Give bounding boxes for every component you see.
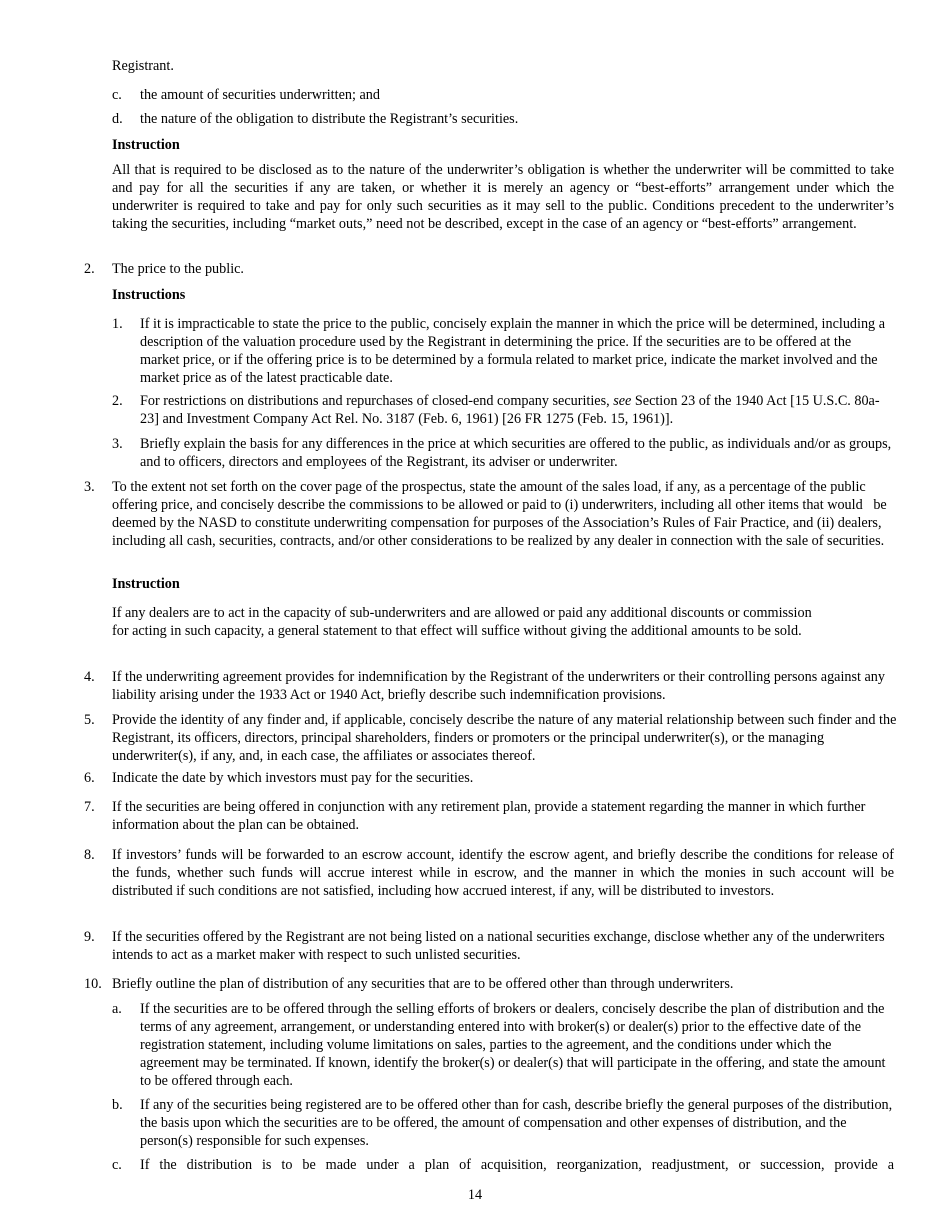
list-item-c xyxy=(112,86,897,104)
item-text: If it is impracticable to state the price to the public, concisely explain the manner in which the price will be determined, including a description of the valuation procedure used by the Registrant in determining the price. If the securities are to be offered at the market price, or if the offering price is to be determined by a formula related to market price, indicate the market involved and the market price as of the latest practicable date. xyxy=(140,316,885,386)
sub-text: If the distribution is to be made under a plan of acquisition, reorganization, readjustment, or succession, provide a xyxy=(140,1157,894,1173)
item-10 xyxy=(84,975,899,993)
item-10-sub-b xyxy=(112,1096,894,1150)
item-number: 10. xyxy=(84,976,102,992)
item-text: For restrictions on distributions and repurchases of closed-end company securities, xyxy=(140,393,614,409)
item-10-sub-c xyxy=(112,1156,894,1174)
item-text: Briefly explain the basis for any differences in the price at which securities are offered to the public, as individuals and/or as groups, and to officers, directors and employees of the Registrant, its adviser or underwriter. xyxy=(140,436,892,470)
item-text: If the securities are being offered in conjunction with any retirement plan, provide a statement regarding the manner in which further information about the plan can be obtained. xyxy=(112,799,866,833)
sub-text: If any of the securities being registered are to be offered other than for cash, describe briefly the general purposes of the distribution, the basis upon which the securities are to be offered, the amount of compensation and other expenses of distribution, and the person(s) responsible for such expenses. xyxy=(140,1097,893,1149)
instruction-text: All that is required to be disclosed as to the nature of the underwriter’s obligation is whether the underwriter will be committed to take and pay for all the securities if any are taken, or whether it is merely an agency or “best-efforts” arrangement under which the underwriter is required to take and pay for only such securities as it may sell to the public. Conditions precedent to the underwriter’s taking the securities, including “market outs,” need not be described, except in the case of an agency or “best-efforts” arrangement. xyxy=(112,162,894,232)
instructions-heading: Instructions xyxy=(112,287,186,303)
item-2 xyxy=(84,260,894,278)
item-number: 5. xyxy=(84,712,95,728)
list-text: the amount of securities underwritten; and xyxy=(140,87,380,103)
instruction-item-2 xyxy=(112,392,892,428)
item-number: 8. xyxy=(84,847,95,863)
item-5 xyxy=(84,711,899,765)
item-6 xyxy=(84,769,899,787)
item-text: Briefly outline the plan of distribution of any securities that are to be offered other than through underwriters. xyxy=(112,976,734,992)
sub-text: If the securities are to be offered through the selling efforts of brokers or dealers, concisely describe the plan of distribution and the terms of any agreement, arrangement, or understanding entered into with broker(s) or dealer(s) prior to the effective date of the registration statement, including volume limitations on sales, parties to the agreement, and the conditions under which the agreement may be terminated. If known, identify the broker(s) or dealer(s) that will participate in the offering, and state the amount to be offered through each. xyxy=(140,1001,886,1089)
sub-label: c. xyxy=(112,1157,122,1173)
item-7 xyxy=(84,798,899,834)
instruction-heading-3: Instruction xyxy=(112,576,180,592)
see-italic: see xyxy=(613,393,632,409)
item-number: 2. xyxy=(112,393,123,409)
instruction-item-3 xyxy=(112,435,892,471)
item-number: 4. xyxy=(84,669,95,685)
item-text: If investors’ funds will be forwarded to an escrow account, identify the escrow agent, and briefly describe the conditions for release of the funds, whether such funds will accrue interest while in escrow, and the manner in which the monies in such account will be distributed if such conditions are not satisfied, including how accrued interest, if any, will be distributed to investors. xyxy=(112,847,894,899)
sub-label: a. xyxy=(112,1001,122,1017)
item-text: The price to the public. xyxy=(112,261,244,277)
item-number: 2. xyxy=(84,261,95,277)
item-text: Provide the identity of any finder and, if applicable, concisely describe the nature of any material relationship between such finder and the Registrant, its officers, directors, principal shareholders, finders or promoters or the principal underwriter(s), or the managing underwriter(s), if any, and, in each case, the affiliates or associates thereof. xyxy=(112,712,897,764)
item-8 xyxy=(84,846,894,900)
item-text: If the securities offered by the Registrant are not being listed on a national securities exchange, disclose whether any of the underwriters intends to act as a market maker with respect to such unlisted securities. xyxy=(112,929,885,963)
list-item-d xyxy=(112,110,897,128)
sub-label: b. xyxy=(112,1097,123,1113)
item-10-sub-a xyxy=(112,1000,894,1090)
instruction-text-3: If any dealers are to act in the capacity of sub-underwriters and are allowed or paid any additional discounts or commission for acting in such capacity, a general statement to that effect will suffice without giving the additional amounts to be sold. xyxy=(112,605,812,639)
item-number: 6. xyxy=(84,770,95,786)
page-number: 14 xyxy=(467,1187,483,1203)
item-text: Indicate the date by which investors must pay for the securities. xyxy=(112,770,474,786)
item-number: 9. xyxy=(84,929,95,945)
item-text-rest: Section 23 of the 1940 Act [15 U.S.C. 80a-23] and Investment Company Act Rel. No. 3187 (Feb. 6, 1961) [26 FR 1275 (Feb. 15, 1961)]. xyxy=(140,393,880,427)
item-number: 1. xyxy=(112,316,123,332)
registrant-fragment: Registrant. xyxy=(112,58,174,74)
instruction-heading: Instruction xyxy=(112,137,180,153)
item-9 xyxy=(84,928,899,964)
instruction-item-1 xyxy=(112,315,892,387)
list-text: the nature of the obligation to distribute the Registrant’s securities. xyxy=(140,111,519,127)
item-number: 3. xyxy=(112,436,123,452)
item-text: If the underwriting agreement provides for indemnification by the Registrant of the underwriters or their controlling persons against any liability arising under the 1933 Act or 1940 Act, briefly describe such indemnification provisions. xyxy=(112,669,885,703)
item-number: 7. xyxy=(84,799,95,815)
item-3 xyxy=(84,478,899,550)
item-4 xyxy=(84,668,899,704)
list-label: d. xyxy=(112,111,123,127)
list-label: c. xyxy=(112,87,122,103)
item-text: To the extent not set forth on the cover page of the prospectus, state the amount of the sales load, if any, as a percentage of the public offering price, and concisely describe the commissions to be allowed or paid to (i) underwriters, including all other items that would be deemed by the NASD to constitute underwriting compensation for purposes of the Association’s Rules of Fair Practice, and (ii) dealers, including all cash, securities, contracts, and/or other considerations to be realized by any dealer in connection with the sale of securities. xyxy=(112,479,891,549)
item-number: 3. xyxy=(84,479,95,495)
